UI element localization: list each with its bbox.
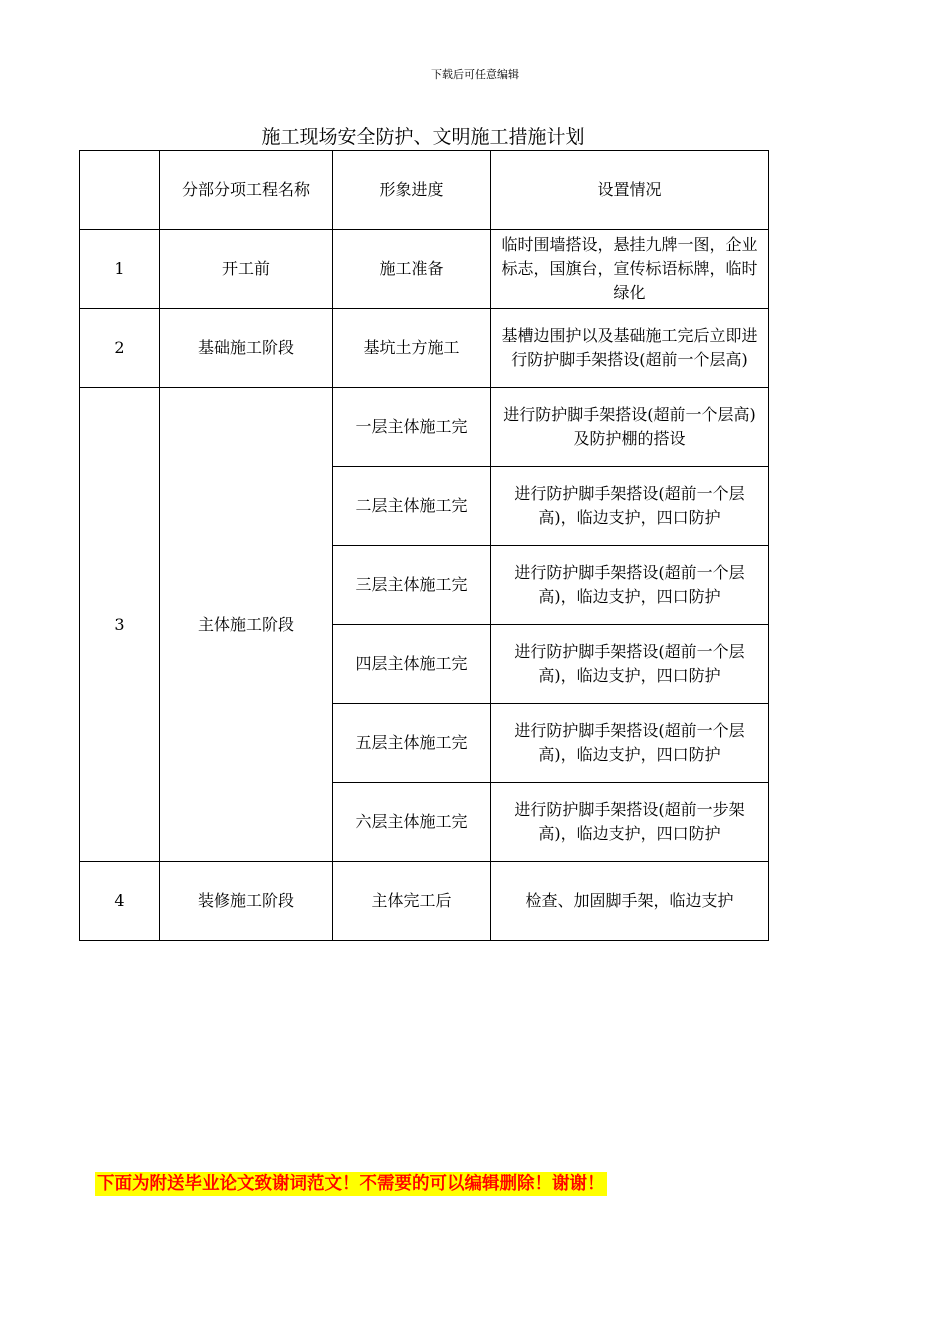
progress-cell: 基坑土方施工 xyxy=(333,309,491,388)
detail-cell: 进行防护脚手架搭设(超前一个层高)，临边支护，四口防护 xyxy=(491,546,769,625)
header-detail: 设置情况 xyxy=(491,151,769,230)
header-index xyxy=(80,151,160,230)
detail-cell: 检查、加固脚手架，临边支护 xyxy=(491,862,769,941)
progress-cell: 主体完工后 xyxy=(333,862,491,941)
detail-cell: 基槽边围护以及基础施工完后立即进行防护脚手架搭设(超前一个层高) xyxy=(491,309,769,388)
row-index: 1 xyxy=(80,230,160,309)
stage-name: 基础施工阶段 xyxy=(160,309,333,388)
progress-cell: 六层主体施工完 xyxy=(333,783,491,862)
table-row xyxy=(80,388,769,467)
header-note: 下载后可任意编辑 xyxy=(431,68,519,81)
row-index: 3 xyxy=(80,388,160,862)
highlighted-note: 下面为附送毕业论文致谢词范文！不需要的可以编辑删除！谢谢！ xyxy=(97,1174,605,1194)
progress-cell: 施工准备 xyxy=(333,230,491,309)
progress-cell: 五层主体施工完 xyxy=(333,704,491,783)
detail-cell: 临时围墙搭设，悬挂九牌一图，企业标志，国旗台，宣传标语标牌，临时绿化 xyxy=(491,230,769,309)
progress-cell: 三层主体施工完 xyxy=(333,546,491,625)
detail-cell: 进行防护脚手架搭设(超前一个层高)及防护棚的搭设 xyxy=(491,388,769,467)
progress-cell: 一层主体施工完 xyxy=(333,388,491,467)
table-header-row xyxy=(80,151,769,230)
safety-measures-table xyxy=(79,150,769,941)
stage-name: 装修施工阶段 xyxy=(160,862,333,941)
progress-cell: 二层主体施工完 xyxy=(333,467,491,546)
table-row xyxy=(80,230,769,309)
detail-cell: 进行防护脚手架搭设(超前一个层高)，临边支护，四口防护 xyxy=(491,625,769,704)
header-progress: 形象进度 xyxy=(333,151,491,230)
detail-cell: 进行防护脚手架搭设(超前一步架高)，临边支护，四口防护 xyxy=(491,783,769,862)
document-title: 施工现场安全防护、文明施工措施计划 xyxy=(261,126,585,148)
stage-name: 开工前 xyxy=(160,230,333,309)
progress-cell: 四层主体施工完 xyxy=(333,625,491,704)
header-project-name: 分部分项工程名称 xyxy=(160,151,333,230)
detail-cell: 进行防护脚手架搭设(超前一个层高)，临边支护，四口防护 xyxy=(491,467,769,546)
row-index: 2 xyxy=(80,309,160,388)
detail-cell: 进行防护脚手架搭设(超前一个层高)，临边支护，四口防护 xyxy=(491,704,769,783)
row-index: 4 xyxy=(80,862,160,941)
stage-name: 主体施工阶段 xyxy=(160,388,333,862)
table-row xyxy=(80,309,769,388)
table-row xyxy=(80,862,769,941)
